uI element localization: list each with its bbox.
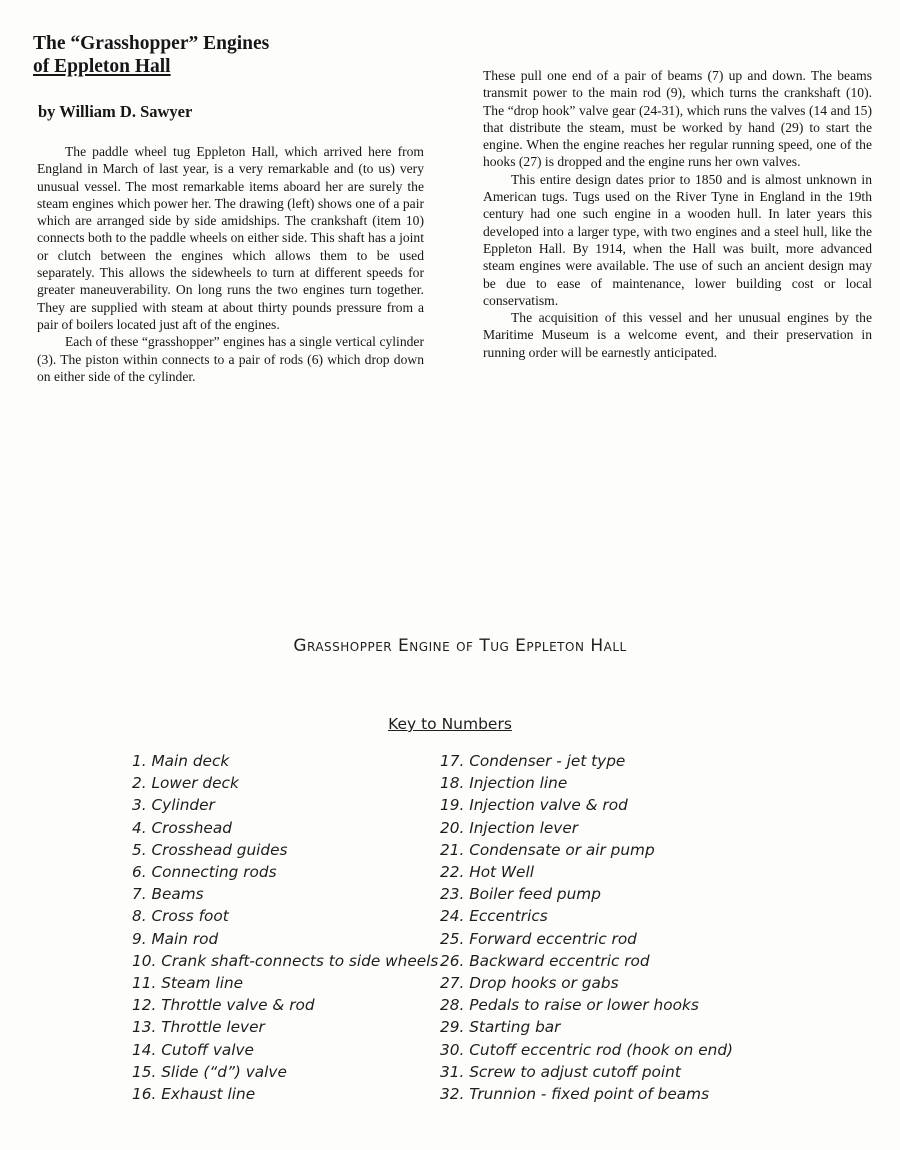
key-item: 2. Lower deck xyxy=(132,774,239,793)
key-item: 5. Crosshead guides xyxy=(132,840,288,859)
key-item: 11. Steam line xyxy=(132,974,244,993)
paragraph: The paddle wheel tug Eppleton Hall, which arrived here from England in March of last year, is a very remarkable and (to us) very unusual vessel. The most remarkable items aboard her are surely the steam engines which power her. The drawing (left) shows one of a pair which are arranged side by side amidships. The crankshaft (item 10) connects both to the paddle wheels on either side. This shaft has a joint or clutch between the engines which allows them to be used separately. This allows the sidewheels to turn at different speeds for greater maneuverability. On long runs the two engines turn together. They are supplied with steam at about thirty pounds pressure from a pair of boilers located just aft of the engines. xyxy=(37,144,424,332)
key-item: 27. Drop hooks or gabs xyxy=(440,974,619,993)
key-item: 18. Injection line xyxy=(440,774,568,793)
key-item: 1. Main deck xyxy=(132,752,230,770)
paragraph: The acquisition of this vessel and her unusual engines by the Maritime Museum is a welcome event, and their preservation in running order will be earnestly anticipated. xyxy=(483,310,872,360)
key-item: 26. Backward eccentric rod xyxy=(440,951,650,970)
key-item: 28. Pedals to raise or lower hooks xyxy=(440,996,699,1015)
key-item: 20. Injection lever xyxy=(440,818,579,837)
key-item: 25. Forward eccentric rod xyxy=(440,929,637,948)
key-item: 3. Cylinder xyxy=(132,796,215,815)
paragraph: These pull one end of a pair of beams (7) up and down. The beams transmit power to the main rod (9), which turns the crankshaft (10). The “drop hook” valve gear (24-31), which runs the valves (14 and 15) that distribute the steam, must be worked by hand (29) to start the engine. When the engine reaches her regular running speed, one of the hooks (27) is dropped and the engine runs her own valves. xyxy=(483,68,872,170)
key-list-right xyxy=(440,750,770,1105)
right-column xyxy=(483,67,872,361)
key-item: 24. Eccentrics xyxy=(440,907,548,926)
left-column xyxy=(37,143,424,385)
drawing-title: Grasshopper Engine of Tug Eppleton Hall xyxy=(293,636,627,656)
key-item: 21. Condensate or air pump xyxy=(440,840,655,859)
key-item: 30. Cutoff eccentric rod (hook on end) xyxy=(440,1040,733,1059)
key-item: 17. Condenser - jet type xyxy=(440,752,626,770)
key-item: 6. Connecting rods xyxy=(132,863,277,882)
paragraph: Each of these “grasshopper” engines has a single vertical cylinder (3). The piston within connects to a pair of rods (6) which drop down on either side of the cylinder. xyxy=(37,334,424,384)
key-item: 23. Boiler feed pump xyxy=(440,885,601,904)
key-item: 29. Starting bar xyxy=(440,1018,561,1037)
key-item: 4. Crosshead xyxy=(132,818,232,837)
key-item: 9. Main rod xyxy=(132,929,219,948)
key-item: 14. Cutoff valve xyxy=(132,1040,254,1059)
article-title-line-1: The “Grasshopper” Engines xyxy=(33,33,270,54)
key-item: 7. Beams xyxy=(132,885,204,904)
byline: by William D. Sawyer xyxy=(38,102,193,121)
key-item: 16. Exhaust line xyxy=(132,1085,256,1104)
key-item: 10. Crank shaft-connects to side wheels xyxy=(132,951,439,970)
key-item: 8. Cross foot xyxy=(132,907,229,926)
key-item: 13. Throttle lever xyxy=(132,1018,265,1037)
key-title: Key to Numbers xyxy=(388,715,512,733)
key-item: 19. Injection valve & rod xyxy=(440,796,628,815)
key-item: 15. Slide (“d”) valve xyxy=(132,1062,287,1081)
article-title xyxy=(33,32,269,78)
key-item: 31. Screw to adjust cutoff point xyxy=(440,1062,681,1081)
article-title-line-2: of Eppleton Hall xyxy=(33,56,171,77)
key-item: 22. Hot Well xyxy=(440,863,534,882)
key-item: 12. Throttle valve & rod xyxy=(132,996,315,1015)
key-item: 32. Trunnion - fixed point of beams xyxy=(440,1085,710,1104)
key-list-left xyxy=(132,750,439,1105)
paragraph: This entire design dates prior to 1850 and is almost unknown in American tugs. Tugs used on the River Tyne in England in the 19th century had one such engine in a wooden hull. In later years this developed into a larger type, with two engines and a steel hull, like the Eppleton Hall. By 1914, when the Hall was built, more advanced steam engines were available. The use of such an ancient design may be due to ease of maintenance, lower building cost or local conservatism. xyxy=(483,171,872,308)
